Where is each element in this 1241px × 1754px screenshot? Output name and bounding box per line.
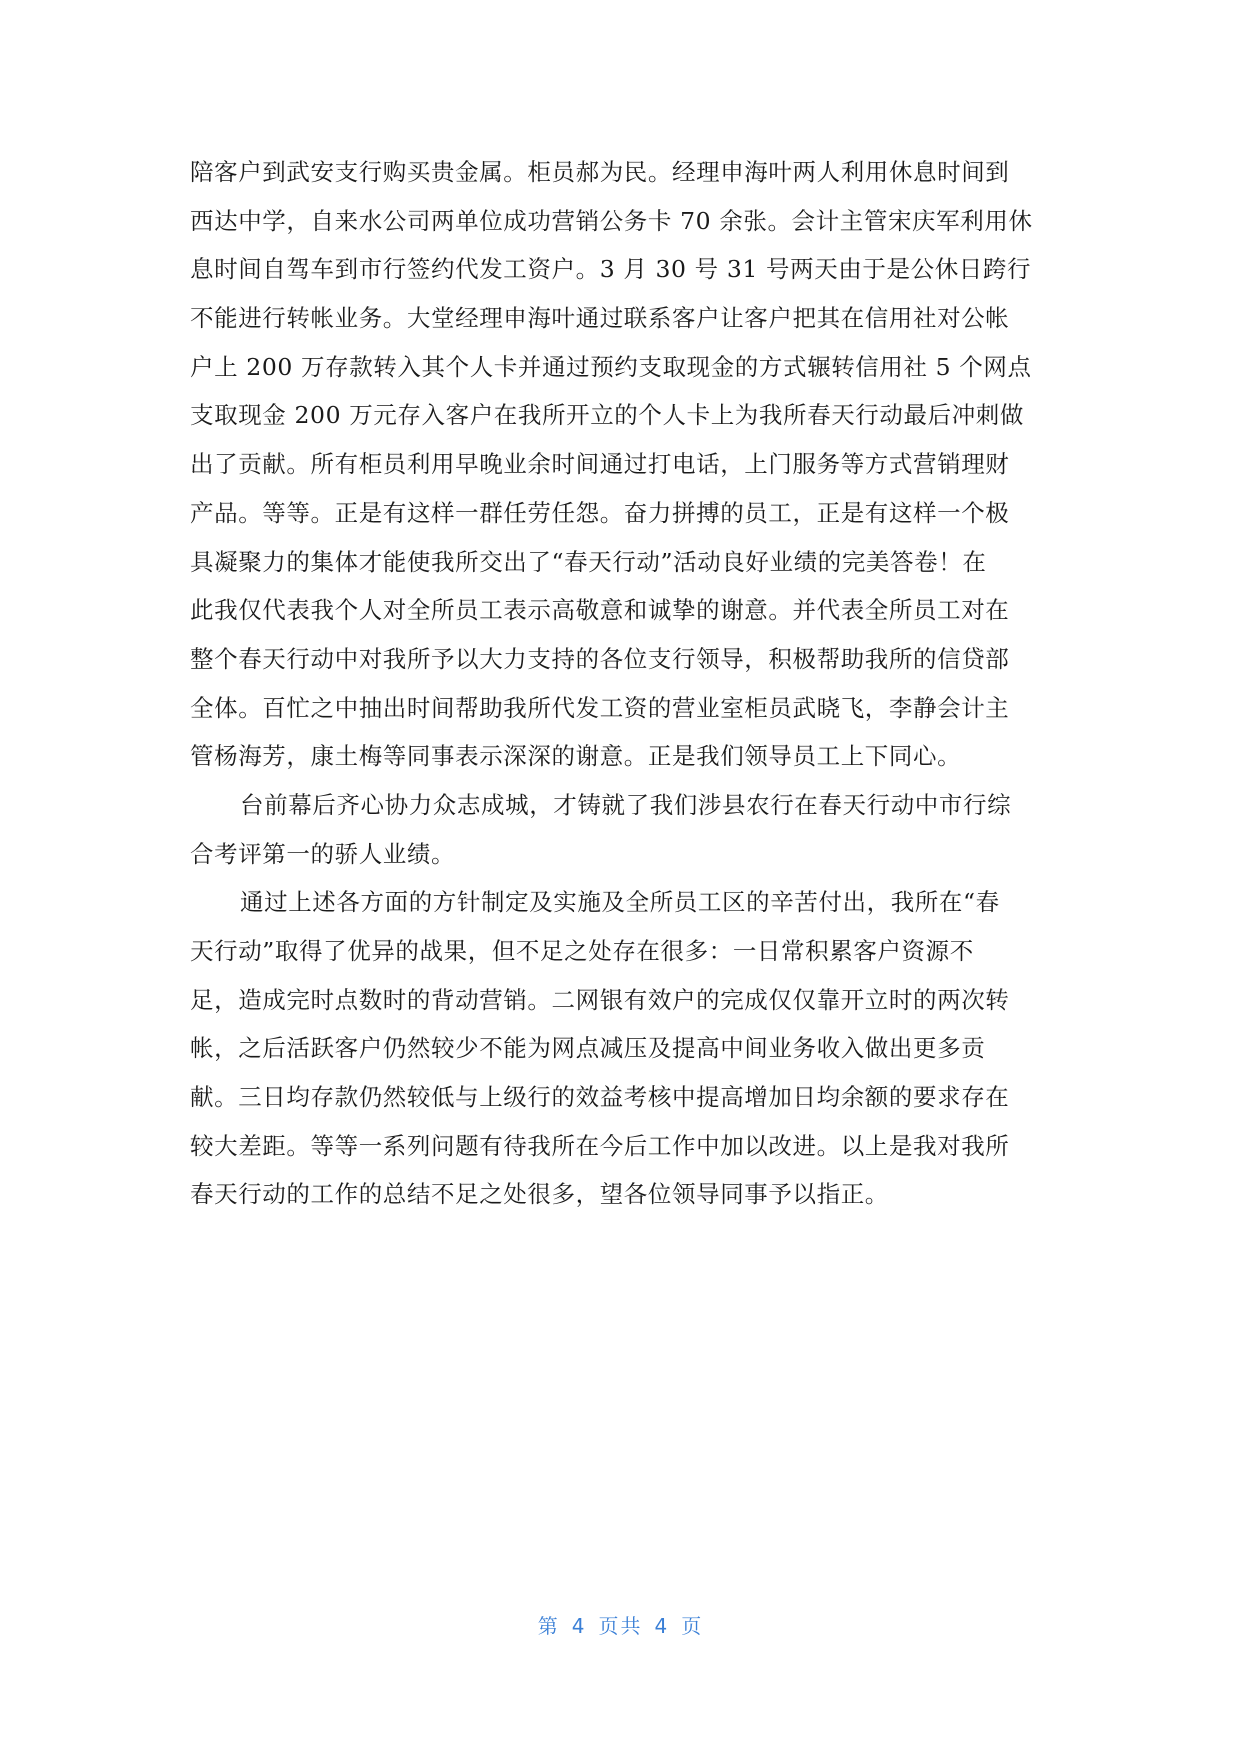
text-line: 台前幕后齐心协力众志成城，才铸就了我们涉县农行在春天行动中市行综 bbox=[240, 790, 1012, 819]
text-line: 整个春天行动中对我所予以大力支持的各位支行领导，积极帮助我所的信贷部 bbox=[190, 644, 1010, 673]
footer-suffix: 页 bbox=[681, 1614, 704, 1638]
page-footer bbox=[0, 1610, 1241, 1639]
footer-total-pages: 4 bbox=[654, 1614, 670, 1638]
text-line: 通过上述各方面的方针制定及实施及全所员工区的辛苦付出，我所在“春 bbox=[240, 888, 1000, 917]
text-line: 息时间自驾车到市行签约代发工资户。3 月 30 号 31 号两天由于是公休日跨行 bbox=[190, 255, 1032, 284]
document-body bbox=[190, 148, 1050, 1219]
text-line: 较大差距。等等一系列问题有待我所在今后工作中加以改进。以上是我对我所 bbox=[190, 1131, 1010, 1160]
text-line: 合考评第一的骄人业绩。 bbox=[190, 839, 456, 868]
text-line: 不能进行转帐业务。大堂经理申海叶通过联系客户让客户把其在信用社对公帐 bbox=[190, 304, 1010, 333]
footer-prefix: 第 bbox=[537, 1614, 560, 1638]
text-line: 西达中学，自来水公司两单位成功营销公务卡 70 余张。会计主管宋庆军利用休 bbox=[190, 206, 1033, 235]
text-line: 足，造成完时点数时的背动营销。二网银有效户的完成仅仅靠开立时的两次转 bbox=[190, 985, 1010, 1014]
text-line: 献。三日均存款仍然较低与上级行的效益考核中提高增加日均余额的要求存在 bbox=[190, 1083, 1010, 1112]
text-line: 产品。等等。正是有这样一群任劳任怨。奋力拼搏的员工，正是有这样一个极 bbox=[190, 498, 1010, 527]
text-line: 支取现金 200 万元存入客户在我所开立的个人卡上为我所春天行动最后冲刺做 bbox=[190, 401, 1024, 430]
text-line: 陪客户到武安支行购买贵金属。柜员郝为民。经理申海叶两人利用休息时间到 bbox=[190, 158, 1010, 186]
text-line: 全体。百忙之中抽出时间帮助我所代发工资的营业室柜员武晓飞，李静会计主 bbox=[190, 693, 1010, 722]
text-line: 管杨海芳，康土梅等同事表示深深的谢意。正是我们领导员工上下同心。 bbox=[190, 742, 962, 771]
footer-current-page: 4 bbox=[571, 1614, 587, 1638]
footer-middle: 页共 bbox=[598, 1614, 643, 1638]
text-line: 具凝聚力的集体才能使我所交出了“春天行动”活动良好业绩的完美答卷！在 bbox=[190, 547, 987, 576]
text-line: 此我仅代表我个人对全所员工表示高敬意和诚挚的谢意。并代表全所员工对在 bbox=[190, 596, 1010, 625]
text-line: 出了贡献。所有柜员利用早晚业余时间通过打电话，上门服务等方式营销理财 bbox=[190, 450, 1010, 479]
text-line: 天行动”取得了优异的战果，但不足之处存在很多：一日常积累客户资源不 bbox=[190, 937, 974, 965]
text-line: 帐，之后活跃客户仍然较少不能为网点减压及提高中间业务收入做出更多贡 bbox=[190, 1034, 986, 1063]
text-line: 户上 200 万存款转入其个人卡并通过预约支取现金的方式辗转信用社 5 个网点 bbox=[190, 352, 1032, 381]
text-line: 春天行动的工作的总结不足之处很多，望各位领导同事予以指正。 bbox=[190, 1180, 889, 1209]
